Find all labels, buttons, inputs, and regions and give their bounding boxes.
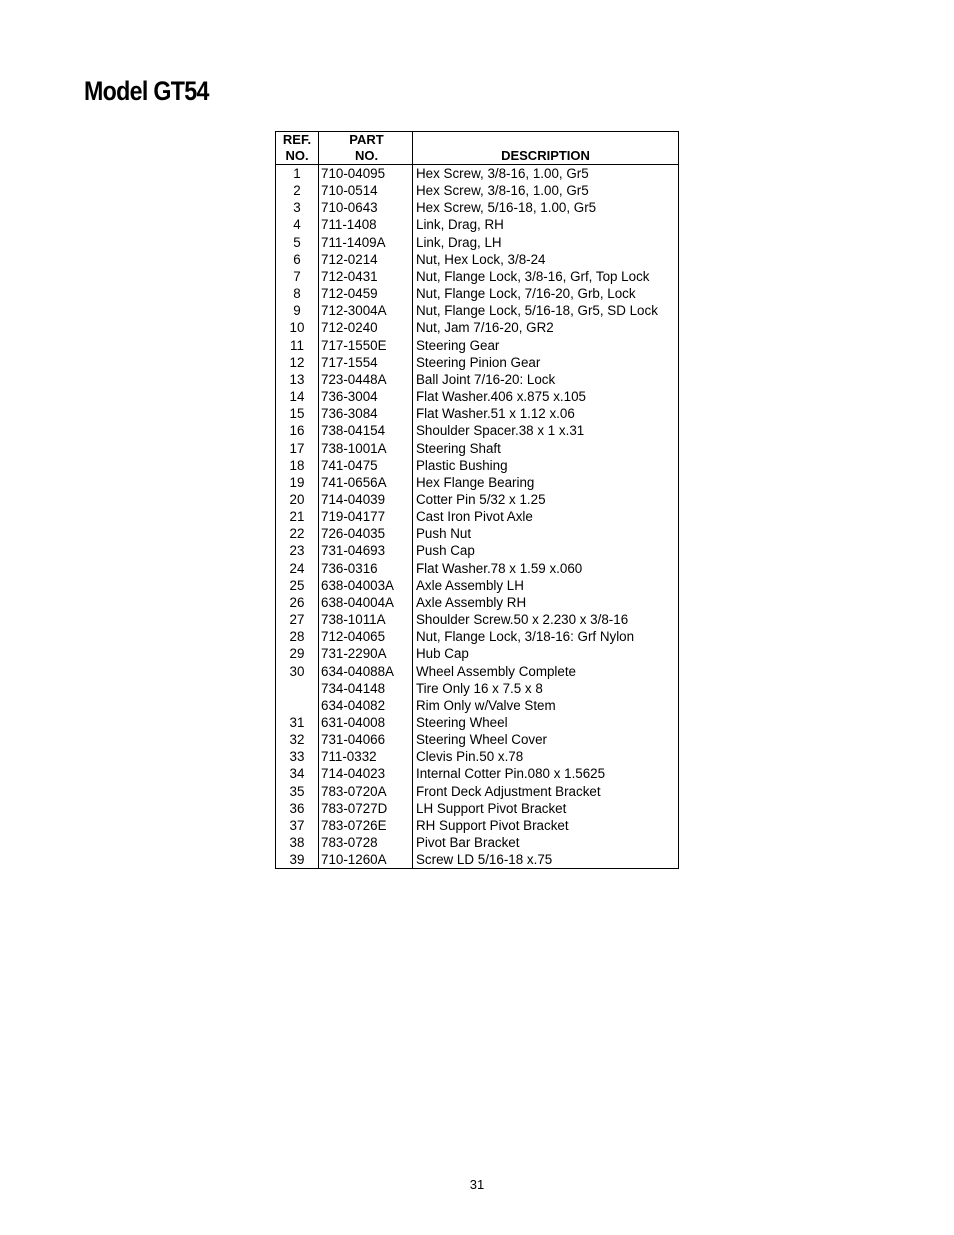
ref-no-cell: 23: [289, 543, 305, 559]
description-cell: Plastic Bushing: [413, 457, 679, 474]
ref-no-cell: 17: [289, 440, 305, 456]
part-no-cell: 717-1554: [319, 354, 413, 371]
description-cell: Nut, Flange Lock, 3/18-16: Grf Nylon: [413, 628, 679, 645]
ref-no-cell: 20: [289, 491, 305, 507]
part-no-cell: 726-04035: [319, 525, 413, 542]
part-no-cell: 710-04095: [319, 165, 413, 183]
description-cell: Axle Assembly LH: [413, 577, 679, 594]
part-no-cell: 710-1260A: [319, 851, 413, 869]
table-row: [276, 354, 679, 371]
part-no-cell: 712-04065: [319, 628, 413, 645]
ref-no-cell: 35: [289, 783, 305, 799]
table-row: [276, 525, 679, 542]
part-no-cell: 717-1550E: [319, 337, 413, 354]
table-row: [276, 851, 679, 869]
ref-no-cell: 24: [289, 560, 305, 576]
table-row: [276, 765, 679, 782]
part-header-line2: NO.: [354, 148, 379, 163]
table-row: [276, 405, 679, 422]
part-no-cell: 783-0726E: [319, 817, 413, 834]
ref-no-cell: 29: [289, 646, 305, 662]
part-no-cell: 714-04023: [319, 765, 413, 782]
part-no-cell: 736-3084: [319, 405, 413, 422]
description-cell: Steering Shaft: [413, 440, 679, 457]
description-cell: Link, Drag, LH: [413, 234, 679, 251]
description-cell: Hex Screw, 3/8-16, 1.00, Gr5: [413, 165, 679, 183]
table-row: [276, 697, 679, 714]
ref-no-cell: 21: [289, 509, 305, 525]
ref-no-cell: 36: [289, 800, 305, 816]
table-row: [276, 491, 679, 508]
table-row: [276, 577, 679, 594]
part-no-cell: 710-0514: [319, 182, 413, 199]
table-row: [276, 508, 679, 525]
table-row: [276, 542, 679, 559]
ref-no-cell: 12: [289, 354, 305, 370]
description-cell: Rim Only w/Valve Stem: [413, 697, 679, 714]
description-cell: Hex Flange Bearing: [413, 474, 679, 491]
ref-no-cell: 33: [289, 749, 305, 765]
table-row: [276, 285, 679, 302]
header-row: [276, 132, 679, 165]
table-row: [276, 422, 679, 439]
description-cell: Wheel Assembly Complete: [413, 663, 679, 680]
ref-no-cell: 5: [293, 234, 301, 250]
part-no-cell: 714-04039: [319, 491, 413, 508]
description-cell: Nut, Jam 7/16-20, GR2: [413, 319, 679, 336]
part-no-cell: 638-04004A: [319, 594, 413, 611]
description-cell: Axle Assembly RH: [413, 594, 679, 611]
part-no-cell: 741-0475: [319, 457, 413, 474]
table-row: [276, 371, 679, 388]
description-cell: Hex Screw, 3/8-16, 1.00, Gr5: [413, 182, 679, 199]
ref-no-cell: 14: [289, 389, 305, 405]
ref-no-cell: 15: [289, 406, 305, 422]
part-no-cell: 712-3004A: [319, 302, 413, 319]
part-no-cell: 783-0728: [319, 834, 413, 851]
part-no-cell: 631-04008: [319, 714, 413, 731]
part-no-cell: 731-2290A: [319, 645, 413, 662]
description-cell: Push Nut: [413, 525, 679, 542]
ref-no-cell: 28: [289, 629, 305, 645]
description-cell: Nut, Flange Lock, 7/16-20, Grb, Lock: [413, 285, 679, 302]
ref-no-cell: 30: [289, 663, 305, 679]
description-cell: Nut, Flange Lock, 3/8-16, Grf, Top Lock: [413, 268, 679, 285]
part-no-cell: 738-04154: [319, 422, 413, 439]
ref-no-cell: 32: [289, 732, 305, 748]
table-row: [276, 748, 679, 765]
ref-no-cell: 16: [289, 423, 305, 439]
description-cell: Flat Washer.51 x 1.12 x.06: [413, 405, 679, 422]
ref-no-cell: 38: [289, 835, 305, 851]
table-row: [276, 251, 679, 268]
table-row: [276, 594, 679, 611]
part-no-cell: 711-1408: [319, 216, 413, 233]
ref-no-cell: 4: [293, 217, 301, 233]
ref-header-line2: NO.: [285, 148, 309, 163]
table-row: [276, 645, 679, 662]
part-no-header: [319, 132, 413, 165]
part-no-cell: 638-04003A: [319, 577, 413, 594]
table-row: [276, 268, 679, 285]
parts-table-header: [276, 132, 679, 165]
description-cell: Cotter Pin 5/32 x 1.25: [413, 491, 679, 508]
part-no-cell: 712-0431: [319, 268, 413, 285]
description-cell: Ball Joint 7/16-20: Lock: [413, 371, 679, 388]
part-no-cell: 712-0240: [319, 319, 413, 336]
description-cell: Clevis Pin.50 x.78: [413, 748, 679, 765]
table-row: [276, 457, 679, 474]
description-cell: Pivot Bar Bracket: [413, 834, 679, 851]
page-title: Model GT54: [84, 76, 209, 106]
table-row: [276, 680, 679, 697]
table-row: [276, 628, 679, 645]
description-cell: Cast Iron Pivot Axle: [413, 508, 679, 525]
ref-no-cell: 6: [293, 251, 301, 267]
table-row: [276, 731, 679, 748]
table-row: [276, 611, 679, 628]
description-cell: Nut, Flange Lock, 5/16-18, Gr5, SD Lock: [413, 302, 679, 319]
description-cell: Tire Only 16 x 7.5 x 8: [413, 680, 679, 697]
description-cell: Push Cap: [413, 542, 679, 559]
part-no-cell: 719-04177: [319, 508, 413, 525]
description-cell: LH Support Pivot Bracket: [413, 800, 679, 817]
ref-no-cell: [276, 697, 319, 714]
description-cell: Screw LD 5/16-18 x.75: [413, 851, 679, 869]
table-row: [276, 165, 679, 183]
part-no-cell: 738-1011A: [319, 611, 413, 628]
description-cell: Steering Pinion Gear: [413, 354, 679, 371]
ref-no-cell: 13: [289, 371, 305, 387]
description-header: [413, 132, 679, 165]
part-no-cell: 711-0332: [319, 748, 413, 765]
part-no-cell: 783-0720A: [319, 783, 413, 800]
part-no-cell: 712-0214: [319, 251, 413, 268]
part-no-cell: 736-0316: [319, 560, 413, 577]
ref-no-cell: 18: [289, 457, 305, 473]
ref-no-cell: 2: [293, 183, 301, 199]
ref-no-header: [276, 132, 319, 165]
description-cell: Flat Washer.406 x.875 x.105: [413, 388, 679, 405]
table-row: [276, 817, 679, 834]
description-cell: Nut, Hex Lock, 3/8-24: [413, 251, 679, 268]
table-row: [276, 216, 679, 233]
table-row: [276, 560, 679, 577]
table-row: [276, 800, 679, 817]
part-no-cell: 734-04148: [319, 680, 413, 697]
ref-no-cell: 8: [293, 286, 301, 302]
parts-table-body: [276, 165, 679, 869]
table-row: [276, 182, 679, 199]
ref-no-cell: 1: [293, 166, 301, 181]
ref-no-cell: 31: [289, 715, 305, 730]
ref-no-cell: 26: [289, 594, 305, 610]
part-no-cell: 731-04066: [319, 731, 413, 748]
page-number: 31: [469, 1177, 485, 1192]
table-row: [276, 199, 679, 216]
description-cell: Hex Screw, 5/16-18, 1.00, Gr5: [413, 199, 679, 216]
ref-no-cell: 19: [289, 474, 305, 490]
description-cell: Steering Wheel: [413, 714, 679, 731]
ref-no-cell: 25: [289, 577, 305, 593]
part-no-cell: 731-04693: [319, 542, 413, 559]
description-cell: Shoulder Spacer.38 x 1 x.31: [413, 422, 679, 439]
ref-no-cell: 27: [289, 612, 305, 628]
table-row: [276, 302, 679, 319]
description-cell: Shoulder Screw.50 x 2.230 x 3/8-16: [413, 611, 679, 628]
description-header-text: DESCRIPTION: [501, 148, 590, 163]
description-cell: Steering Wheel Cover: [413, 731, 679, 748]
description-cell: Flat Washer.78 x 1.59 x.060: [413, 560, 679, 577]
parts-table: [275, 131, 679, 869]
ref-no-cell: 3: [293, 200, 301, 216]
description-cell: Link, Drag, RH: [413, 216, 679, 233]
table-row: [276, 474, 679, 491]
ref-no-cell: [276, 680, 319, 697]
part-no-cell: 712-0459: [319, 285, 413, 302]
part-no-cell: 736-3004: [319, 388, 413, 405]
part-no-cell: 738-1001A: [319, 440, 413, 457]
ref-no-cell: 37: [289, 817, 305, 833]
ref-no-cell: 22: [289, 526, 305, 542]
description-cell: Front Deck Adjustment Bracket: [413, 783, 679, 800]
table-row: [276, 663, 679, 680]
table-row: [276, 337, 679, 354]
table-row: [276, 440, 679, 457]
part-no-cell: 711-1409A: [319, 234, 413, 251]
part-no-cell: 723-0448A: [319, 371, 413, 388]
table-row: [276, 783, 679, 800]
table-row: [276, 714, 679, 731]
ref-no-cell: 7: [293, 268, 301, 284]
ref-no-cell: 39: [289, 852, 305, 868]
part-no-cell: 710-0643: [319, 199, 413, 216]
ref-no-cell: 10: [289, 320, 305, 336]
part-no-cell: 634-04082: [319, 697, 413, 714]
part-no-cell: 634-04088A: [319, 663, 413, 680]
part-no-cell: 741-0656A: [319, 474, 413, 491]
ref-no-cell: 11: [290, 337, 304, 353]
table-row: [276, 388, 679, 405]
table-row: [276, 234, 679, 251]
part-no-cell: 783-0727D: [319, 800, 413, 817]
description-cell: Hub Cap: [413, 645, 679, 662]
part-header-line1: PART: [349, 132, 384, 147]
ref-no-cell: 9: [293, 303, 301, 319]
description-cell: Internal Cotter Pin.080 x 1.5625: [413, 765, 679, 782]
table-row: [276, 319, 679, 336]
table-row: [276, 834, 679, 851]
description-cell: Steering Gear: [413, 337, 679, 354]
ref-header-line1: REF.: [282, 132, 312, 147]
ref-no-cell: 34: [289, 766, 305, 782]
description-cell: RH Support Pivot Bracket: [413, 817, 679, 834]
